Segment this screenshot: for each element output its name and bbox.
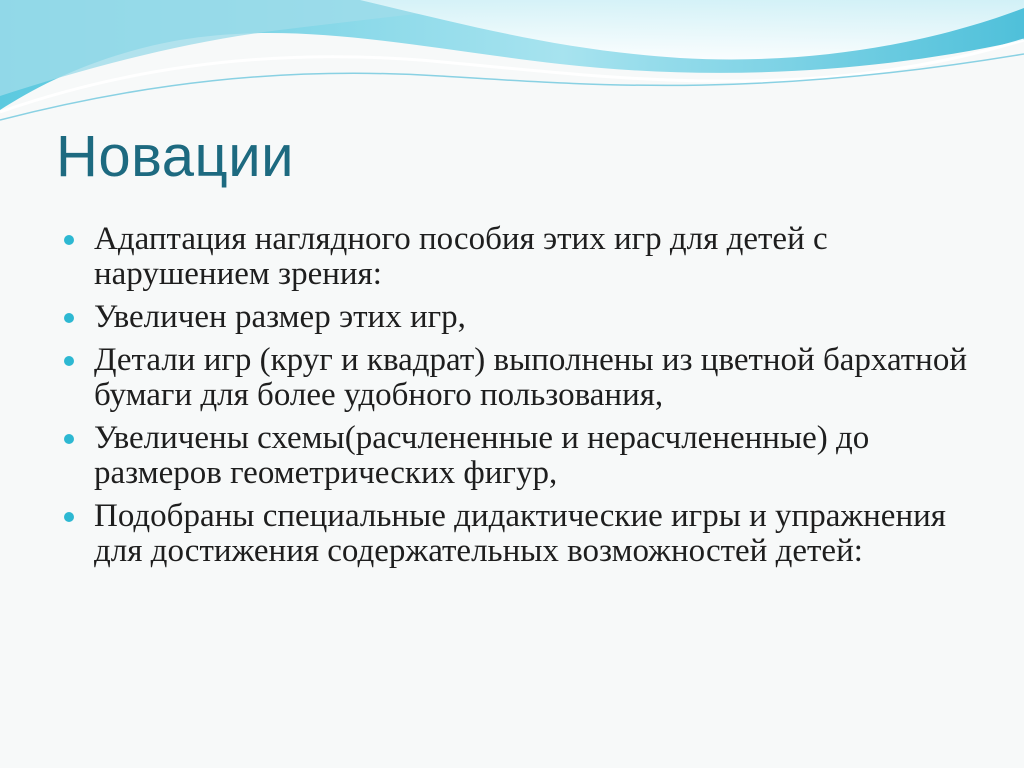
- bullet-item: [64, 300, 984, 335]
- bullet-marker-icon: [64, 434, 74, 444]
- bullet-marker-icon: [64, 356, 74, 366]
- bullet-item: [64, 421, 984, 491]
- bullet-text: Подобраны специальные дидактические игры и упражнения для достижения содержательных возможностей детей:: [94, 498, 946, 569]
- bullet-item: [64, 343, 984, 413]
- bullet-item: [64, 222, 984, 292]
- bullet-text: Детали игр (круг и квадрат) выполнены из цветной бархатной бумаги для более удобного пользования,: [94, 342, 968, 413]
- bullet-item: [64, 499, 984, 569]
- slide-title: Новации: [56, 124, 295, 189]
- bullet-text: Увеличены схемы(расчлененные и нерасчлененные) до размеров геометрических фигур,: [94, 420, 870, 491]
- bullet-marker-icon: [64, 512, 74, 522]
- bullet-marker-icon: [64, 313, 74, 323]
- bullet-text: Адаптация наглядного пособия этих игр для детей с нарушением зрения:: [94, 221, 828, 292]
- decorative-wave-header: [0, 0, 1024, 130]
- bullet-marker-icon: [64, 235, 74, 245]
- bullet-list: [64, 222, 984, 577]
- bullet-text: Увеличен размер этих игр,: [94, 299, 466, 335]
